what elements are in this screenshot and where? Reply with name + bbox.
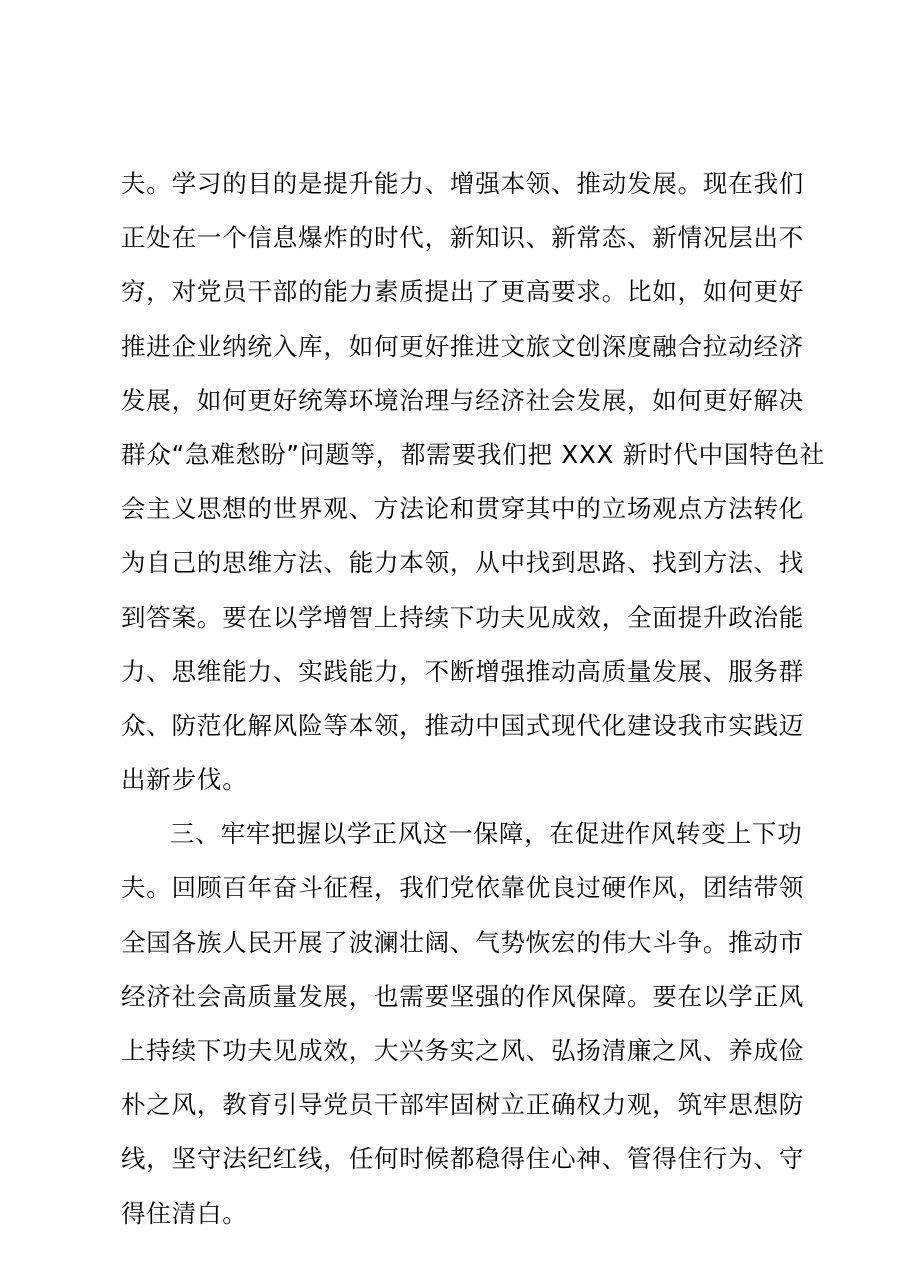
paragraph-line: 众、防范化解风险等本领，推动中国式现代化建设我市实践迈 xyxy=(121,710,805,740)
paragraph-line: 推进企业纳统入库，如何更好推进文旅文创深度融合拉动经济 xyxy=(121,331,805,361)
paragraph-line: 为自己的思维方法、能力本领，从中找到思路、找到方法、找 xyxy=(121,548,805,578)
section-heading-line: 三、牢牢把握以学正风这一保障，在促进作风转变上下功 xyxy=(170,819,803,849)
paragraph-line: 会主义思想的世界观、方法论和贯穿其中的立场观点方法转化 xyxy=(121,494,805,524)
paragraph-line: 夫。学习的目的是提升能力、增强本领、推动发展。现在我们 xyxy=(121,169,805,198)
paragraph-line: 得住清白。 xyxy=(121,1198,248,1228)
paragraph-line: 上持续下功夫见成效，大兴务实之风、弘扬清廉之风、养成俭 xyxy=(121,1036,805,1065)
paragraph-line: 出新步伐。 xyxy=(121,765,248,795)
document-body xyxy=(121,157,826,1241)
paragraph-line: 全国各族人民开展了波澜壮阔、气势恢宏的伟大斗争。推动市 xyxy=(121,927,805,957)
paragraph-line: 力、思维能力、实践能力，不断增强推动高质量发展、服务群 xyxy=(121,656,805,686)
paragraph-line: 穷，对党员干部的能力素质提出了更高要求。比如，如何更好 xyxy=(121,277,805,307)
paragraph-line: 群众“急难愁盼”问题等，都需要我们把 XXX 新时代中国特色社 xyxy=(121,439,826,469)
paragraph-line: 发展，如何更好统筹环境治理与经济社会发展，如何更好解决 xyxy=(121,385,805,415)
paragraph-line: 朴之风，教育引导党员干部牢固树立正确权力观，筑牢思想防 xyxy=(121,1090,805,1120)
paragraph-line: 正处在一个信息爆炸的时代，新知识、新常态、新情况层出不 xyxy=(121,223,805,253)
paragraph-line: 线，坚守法纪红线，任何时候都稳得住心神、管得住行为、守 xyxy=(121,1144,805,1174)
paragraph-line: 到答案。要在以学增智上持续下功夫见成效，全面提升政治能 xyxy=(121,602,805,632)
paragraph-line: 经济社会高质量发展，也需要坚强的作风保障。要在以学正风 xyxy=(121,981,805,1011)
paragraph-line: 夫。回顾百年奋斗征程，我们党依靠优良过硬作风，团结带领 xyxy=(121,873,805,903)
